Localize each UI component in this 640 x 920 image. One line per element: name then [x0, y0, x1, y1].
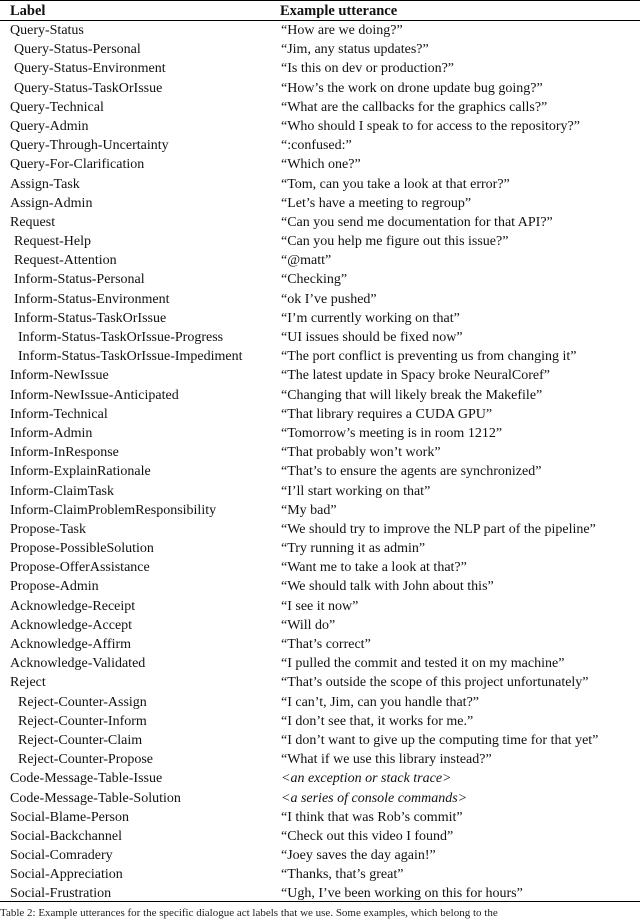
- example-utterance: “That’s outside the scope of this project unfortunately”: [281, 675, 589, 691]
- table-row: [0, 232, 640, 251]
- dialogue-act-label: Inform-NewIssue-Anticipated: [10, 387, 179, 403]
- example-utterance: “How’s the work on drone update bug going?”: [281, 80, 543, 96]
- dialogue-act-label: Inform-Status-Environment: [14, 291, 170, 307]
- dialogue-act-label: Propose-Task: [10, 521, 87, 537]
- dialogue-act-label: Reject: [10, 675, 46, 691]
- dialogue-act-label: Inform-Status-TaskOrIssue-Impediment: [18, 349, 243, 365]
- table-row: [0, 597, 640, 616]
- table-row: [0, 673, 640, 692]
- example-utterance: “Will do”: [281, 617, 336, 633]
- dialogue-act-label: Acknowledge-Receipt: [10, 598, 136, 614]
- example-utterance: “How are we doing?”: [281, 23, 403, 38]
- dialogue-act-label: Reject-Counter-Inform: [18, 713, 147, 729]
- table-row: [0, 59, 640, 78]
- table-top-rule: [0, 0, 640, 1]
- example-utterance: “Tomorrow’s meeting is in room 1212”: [281, 425, 503, 441]
- example-utterance: “Joey saves the day again!”: [281, 848, 436, 864]
- example-utterance: “I don’t want to give up the computing time for that yet”: [281, 732, 599, 748]
- example-utterance: “I pulled the commit and tested it on my machine”: [281, 656, 565, 672]
- dialogue-act-label: Social-Backchannel: [10, 828, 122, 844]
- dialogue-act-label: Propose-OfferAssistance: [10, 560, 150, 576]
- table-row: [0, 366, 640, 385]
- dialogue-act-label: Request: [10, 214, 56, 230]
- dialogue-act-label: Inform-Status-Personal: [14, 272, 145, 288]
- table-row: [0, 328, 640, 347]
- dialogue-act-label: Assign-Task: [10, 176, 80, 192]
- dialogue-act-label: Social-Appreciation: [10, 867, 123, 883]
- dialogue-act-label: Inform-Status-TaskOrIssue-Progress: [18, 330, 224, 345]
- table-row: [0, 213, 640, 232]
- column-header-label: Label: [10, 3, 46, 19]
- example-utterance: “ok I’ve pushed”: [281, 291, 377, 307]
- table-row: [0, 21, 640, 40]
- dialogue-act-label: Query-For-Clarification: [10, 157, 145, 173]
- table-row: [0, 194, 640, 213]
- example-utterance: “Let’s have a meeting to regroup”: [281, 195, 472, 211]
- table-row: [0, 577, 640, 596]
- example-utterance: “That library requires a CUDA GPU”: [281, 406, 493, 422]
- table-row: [0, 827, 640, 846]
- example-utterance: “I see it now”: [281, 598, 359, 614]
- table-row: [0, 520, 640, 539]
- example-utterance: “Thanks, that’s great”: [281, 867, 404, 883]
- example-utterance: “:confused:”: [281, 138, 352, 154]
- dialogue-act-label: Query-Status-Personal: [14, 42, 141, 58]
- dialogue-act-label: Inform-Technical: [10, 406, 108, 422]
- table-row: [0, 405, 640, 424]
- table-bottom-rule: [0, 901, 640, 902]
- table-row: [0, 693, 640, 712]
- table-row: [0, 136, 640, 155]
- example-utterance: “Ugh, I’ve been working on this for hours”: [281, 886, 523, 902]
- dialogue-act-label: Propose-Admin: [10, 579, 99, 595]
- dialogue-act-label: Query-Status-Environment: [14, 61, 166, 77]
- example-utterance: “Jim, any status updates?”: [281, 42, 429, 58]
- example-utterance: “Changing that will likely break the Makefile”: [281, 387, 543, 403]
- dialogue-act-label: Code-Message-Table-Issue: [10, 771, 163, 787]
- example-utterance: “UI issues should be fixed now”: [281, 330, 463, 345]
- example-utterance: “The latest update in Spacy broke NeuralCoref”: [281, 368, 551, 384]
- dialogue-act-label: Inform-Admin: [10, 425, 93, 441]
- example-utterance: “Checking”: [281, 272, 348, 288]
- example-utterance: “That’s to ensure the agents are synchronized”: [281, 464, 542, 480]
- dialogue-act-label: Social-Frustration: [10, 886, 112, 902]
- table-row: [0, 616, 640, 635]
- table-row: [0, 654, 640, 673]
- example-utterance: “I’m currently working on that”: [281, 310, 460, 326]
- dialogue-act-label: Request-Help: [14, 234, 91, 250]
- example-utterance: “My bad”: [281, 502, 337, 518]
- example-utterance: <an exception or stack trace>: [281, 771, 452, 787]
- table-row: [0, 443, 640, 462]
- dialogue-act-label: Social-Comradery: [10, 848, 113, 864]
- table-caption: Table 2: Example utterances for the specific dialogue act labels that we use. Some examples, which belong to the: [0, 907, 498, 919]
- example-utterance: “Tom, can you take a look at that error?”: [281, 176, 510, 192]
- dialogue-act-label: Inform-ExplainRationale: [10, 464, 151, 480]
- example-utterance: “I don’t see that, it works for me.”: [281, 713, 474, 729]
- example-utterance: “We should talk with John about this”: [281, 579, 494, 595]
- dialogue-act-label: Assign-Admin: [10, 195, 93, 211]
- table-row: [0, 347, 640, 366]
- example-utterance: “Is this on dev or production?”: [281, 61, 455, 77]
- table-row: [0, 98, 640, 117]
- table-row: [0, 789, 640, 808]
- table-row: [0, 635, 640, 654]
- table-row: [0, 539, 640, 558]
- dialogue-act-label: Inform-InResponse: [10, 445, 119, 461]
- dialogue-act-label: Inform-ClaimProblemResponsibility: [10, 502, 217, 518]
- example-utterance: “Can you send me documentation for that API?”: [281, 214, 553, 230]
- example-utterance: “We should try to improve the NLP part of the pipeline”: [281, 521, 596, 537]
- dialogue-act-label: Social-Blame-Person: [10, 809, 129, 825]
- example-utterance: “Which one?”: [281, 157, 361, 173]
- dialogue-act-label: Query-Technical: [10, 99, 104, 115]
- table-row: [0, 251, 640, 270]
- example-utterance: “Want me to take a look at that?”: [281, 560, 467, 576]
- column-header-utterance: Example utterance: [280, 3, 398, 19]
- table-row: [0, 846, 640, 865]
- dialogue-act-label: Query-Status-TaskOrIssue: [14, 80, 163, 96]
- example-utterance: “The port conflict is preventing us from changing it”: [281, 349, 577, 365]
- table-row: [0, 558, 640, 577]
- table-row: [0, 482, 640, 501]
- example-utterance: “That probably won’t work”: [281, 445, 441, 461]
- table-row: [0, 865, 640, 884]
- example-utterance: “That’s correct”: [281, 637, 371, 652]
- table-row: [0, 79, 640, 98]
- table-row: [0, 155, 640, 174]
- dialogue-act-label: Inform-Status-TaskOrIssue: [14, 310, 167, 326]
- example-utterance: “Try running it as admin”: [281, 541, 426, 557]
- example-utterance: “@matt”: [281, 253, 332, 269]
- table-row: [0, 424, 640, 443]
- dialogue-act-label: Request-Attention: [14, 253, 117, 269]
- table-body: [0, 21, 640, 904]
- table-row: [0, 501, 640, 520]
- dialogue-act-label: Propose-PossibleSolution: [10, 541, 154, 557]
- example-utterance: “I’ll start working on that”: [281, 483, 431, 499]
- dialogue-act-label: Code-Message-Table-Solution: [10, 790, 181, 806]
- example-utterance: <a series of console commands>: [281, 790, 468, 806]
- dialogue-act-label: Reject-Counter-Claim: [18, 732, 143, 748]
- example-utterance: “What are the callbacks for the graphics calls?”: [281, 99, 548, 115]
- example-utterance: “Who should I speak to for access to the repository?”: [281, 118, 580, 134]
- dialogue-act-label: Inform-NewIssue: [10, 368, 109, 384]
- table-row: [0, 750, 640, 769]
- example-utterance: “I can’t, Jim, can you handle that?”: [281, 694, 479, 710]
- example-utterance: “What if we use this library instead?”: [281, 752, 492, 768]
- dialogue-act-label: Acknowledge-Affirm: [10, 637, 132, 652]
- dialogue-act-label: Query-Admin: [10, 118, 89, 134]
- table-row: [0, 117, 640, 136]
- table-row: [0, 808, 640, 827]
- dialogue-act-label: Inform-ClaimTask: [10, 483, 114, 499]
- table-row: [0, 386, 640, 405]
- table-row: [0, 731, 640, 750]
- example-utterance: “Check out this video I found”: [281, 828, 454, 844]
- table-row: [0, 175, 640, 194]
- dialogue-act-label: Reject-Counter-Propose: [18, 752, 154, 768]
- table-row: [0, 462, 640, 481]
- dialogue-act-label: Acknowledge-Accept: [10, 617, 133, 633]
- example-utterance: “I think that was Rob’s commit”: [281, 809, 463, 825]
- example-utterance: “Can you help me figure out this issue?”: [281, 234, 509, 250]
- table-row: [0, 40, 640, 59]
- dialogue-act-label: Query-Status: [10, 23, 84, 38]
- dialogue-act-label: Reject-Counter-Assign: [18, 694, 147, 710]
- table-row: [0, 309, 640, 328]
- dialogue-act-label: Query-Through-Uncertainty: [10, 138, 169, 154]
- table-row: [0, 769, 640, 788]
- table-row: [0, 712, 640, 731]
- table-row: [0, 290, 640, 309]
- dialogue-act-label: Acknowledge-Validated: [10, 656, 146, 672]
- table-row: [0, 270, 640, 289]
